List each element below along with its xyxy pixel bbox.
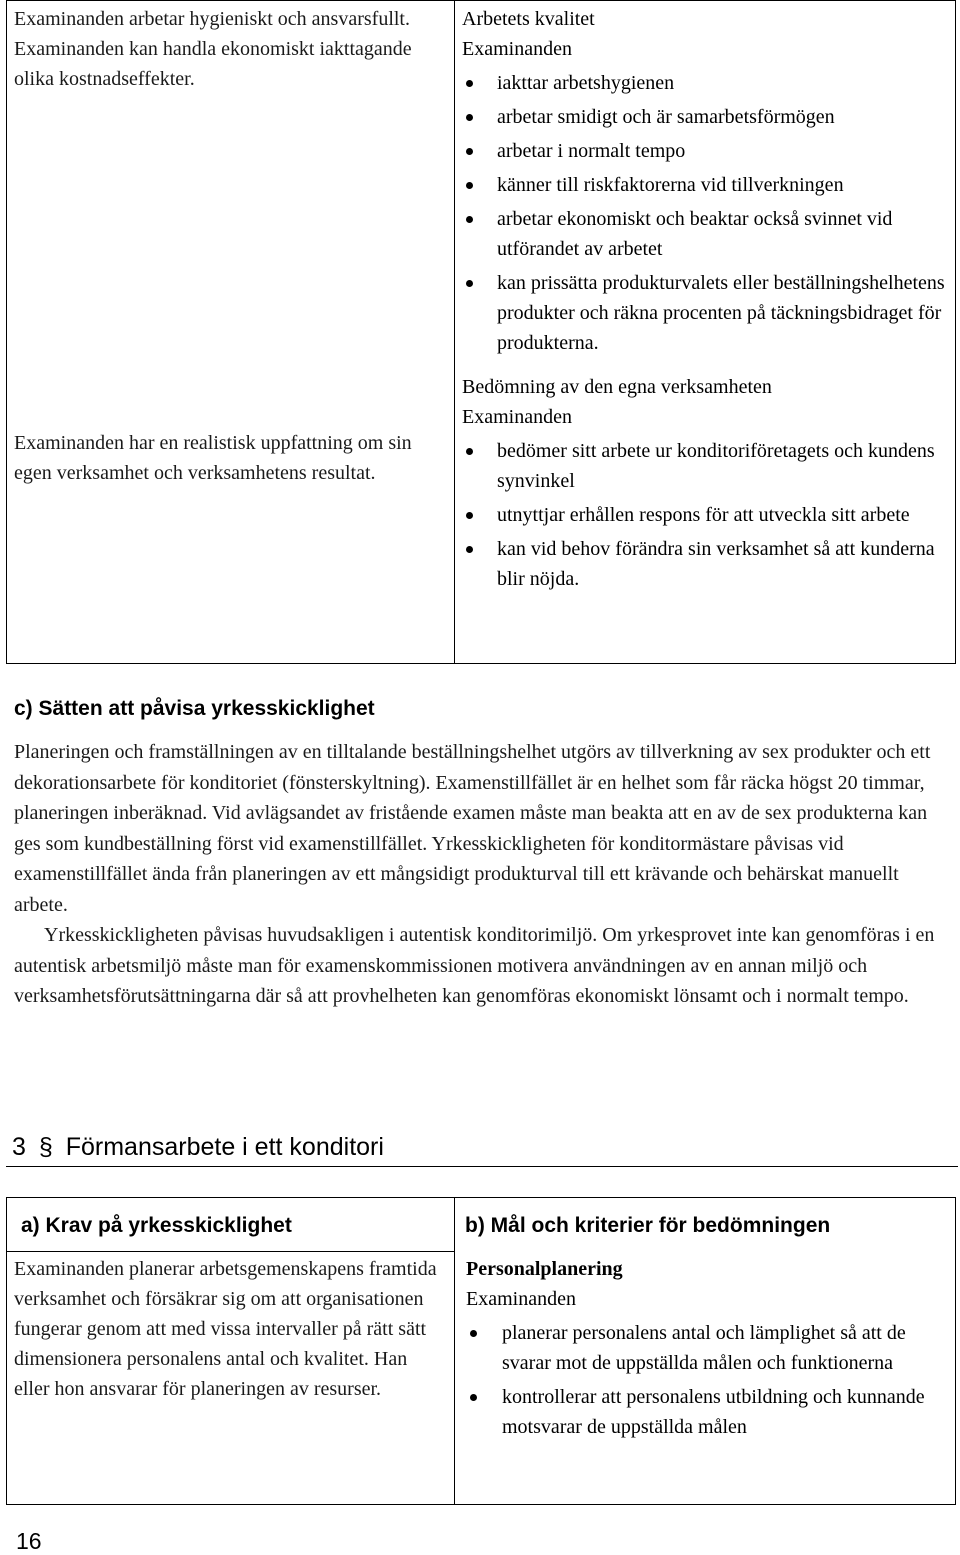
list-item: iakttar arbetshygienen [462, 68, 952, 98]
bullet-icon [466, 546, 473, 553]
section-c-heading: c) Sätten att påvisa yrkesskicklighet [14, 697, 375, 720]
list-item: arbetar i normalt tempo [462, 136, 952, 166]
bullet-icon [466, 182, 473, 189]
bullet-icon [466, 80, 473, 87]
header-rule [7, 1251, 454, 1252]
list-item: arbetar smidigt och är samarbetsförmögen [462, 102, 952, 132]
self-assessment-list [462, 436, 952, 594]
list-item: kontrollerar att personalens utbildning och kunnande motsvarar de uppställda målen [466, 1382, 946, 1442]
criteria-heading: b) Mål och kriterier för bedömningen [465, 1214, 831, 1237]
left-cell-hygiene-text: Examinanden arbetar hygieniskt och ansvarsfullt. Examinanden kan handla ekonomiskt iakttagande olika kostnadseffekter. [14, 8, 412, 90]
page-number: 16 [16, 1528, 42, 1554]
section-symbol: § [38, 1133, 53, 1161]
personnel-planning-heading: Personalplanering [466, 1258, 623, 1280]
section-rule [6, 1166, 958, 1167]
section-3-heading [12, 1133, 384, 1162]
column-divider [454, 1198, 455, 1504]
criteria-table-bottom [6, 1197, 956, 1505]
bullet-icon [466, 216, 473, 223]
list-item: planerar personalens antal och lämplighet så att de svarar mot de uppställda målen och funktionerna [466, 1318, 946, 1378]
criteria-body [466, 1254, 946, 1446]
list-item: känner till riskfaktorerna vid tillverkningen [462, 170, 952, 200]
bullet-icon [466, 280, 473, 287]
section-title: Förmansarbete i ett konditori [65, 1133, 384, 1161]
criteria-table-top [6, 0, 956, 664]
section-c-paragraph-2: Yrkesskickligheten påvisas huvudsakligen i autentisk konditorimiljö. Om yrkesprovet inte kan genomföras i en autentisk arbetsmiljö måste man för examenskommissionen motivera användningen av en annan miljö och verksamhetsförutsättningarna där så att provhelheten kan genomföras ekonomiskt lönsamt och i normalt tempo. [14, 924, 935, 1007]
list-item: kan vid behov förändra sin verksamhet så att kunderna blir nöjda. [462, 534, 952, 594]
personnel-planning-list [466, 1318, 946, 1442]
work-quality-subject: Examinanden [462, 38, 572, 60]
work-quality-heading: Arbetets kvalitet [462, 8, 595, 30]
list-item: arbetar ekonomiskt och beaktar också svinnet vid utförandet av arbetet [462, 204, 952, 264]
personnel-planning-subject: Examinanden [466, 1288, 576, 1310]
section-number: 3 [12, 1133, 26, 1161]
work-quality-list [462, 68, 952, 358]
requirements-body: Examinanden planerar arbetsgemenskapens framtida verksamhet och försäkrar sig om att organisationen fungerar genom att med vissa intervaller på rätt sätt dimensionera personalens antal och kvalitet. Han eller hon ansvarar för planeringen av resurser. [14, 1258, 437, 1400]
column-divider [454, 1, 455, 663]
section-c-paragraph-1: Planeringen och framställningen av en tilltalande beställningshelhet utgörs av tillverkning av sex produkter och ett dekorationsarbete för konditoriet (fönsterskyltning). Examenstillfället är en helhet som får räcka högst 20 timmar, planeringen inberäknad. Vid avlägsandet av fristående examen måste man beakta att en av de sex produkterna kan ges som kundbeställning först vid examenstillfället. Yrkesskickligheten för konditormästare påvisas vid examenstillfället ända från planeringen av ett mångsidigt produkturval till ett krävande och behärskat manuellt arbete. [14, 741, 931, 916]
bullet-icon [470, 1394, 477, 1401]
self-assessment-subject: Examinanden [462, 406, 572, 428]
list-item: utnyttjar erhållen respons för att utveckla sitt arbete [462, 500, 952, 530]
bullet-icon [466, 114, 473, 121]
bullet-icon [466, 148, 473, 155]
list-item: bedömer sitt arbete ur konditoriföretagets och kundens synvinkel [462, 436, 952, 496]
list-item: kan prissätta produkturvalets eller beställningshelhetens produkter och räkna procenten på täckningsbidraget för produkterna. [462, 268, 952, 358]
left-cell-self-assessment-text: Examinanden har en realistisk uppfattning om sin egen verksamhet och verksamhetens resultat. [14, 432, 412, 484]
bullet-icon [466, 512, 473, 519]
right-cell-criteria [462, 4, 952, 598]
bullet-icon [466, 448, 473, 455]
requirements-heading: a) Krav på yrkesskicklighet [21, 1214, 292, 1237]
bullet-icon [470, 1330, 477, 1337]
section-c-body [14, 737, 954, 1012]
self-assessment-heading: Bedömning av den egna verksamheten [462, 376, 772, 398]
